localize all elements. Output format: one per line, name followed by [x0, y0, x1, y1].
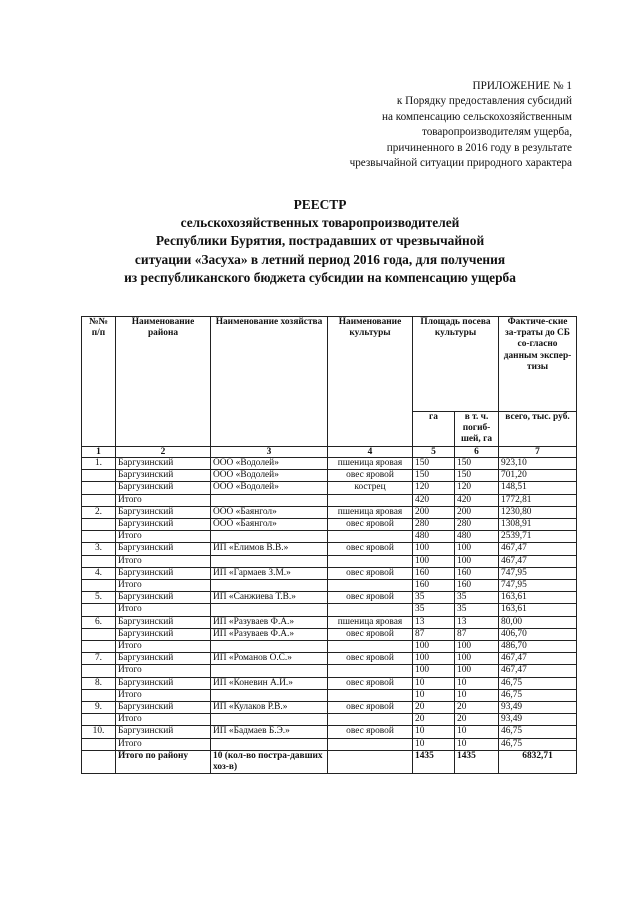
header-district: Наименование района: [116, 317, 211, 447]
table-row: [82, 482, 577, 494]
registry-table: [81, 316, 577, 774]
cell-costs: 2539,71: [499, 531, 577, 543]
cell-area-ha: 420: [413, 494, 455, 506]
cell-costs: 467,47: [499, 665, 577, 677]
cell-farm: ИП «Бадмаев Б.Э.»: [211, 726, 328, 738]
cell-farm: ИП «Кулаков Р.В.»: [211, 702, 328, 714]
cell-area-ha: 200: [413, 506, 455, 518]
appendix-line: чрезвычайной ситуации природного характера: [349, 157, 572, 170]
table-row: [82, 567, 577, 579]
cell-area-lost: 150: [455, 458, 499, 470]
cell-crop: пшеница яровая: [328, 616, 413, 628]
cell-costs: 46,75: [499, 689, 577, 701]
cell-district: Баргузинский: [116, 616, 211, 628]
header-area: Площадь посева культуры: [413, 317, 499, 412]
cell-crop: овес яровой: [328, 628, 413, 640]
cell-district: Итого: [116, 665, 211, 677]
cell-crop: овес яровой: [328, 726, 413, 738]
cell-num: 1.: [82, 458, 116, 470]
cell-num: 2.: [82, 506, 116, 518]
cell-area-ha: 280: [413, 519, 455, 531]
cell-num: [82, 494, 116, 506]
cell-area-ha: 480: [413, 531, 455, 543]
total-count: 10 (кол-во постра-давших хоз-в): [211, 750, 328, 773]
title-line: РЕЕСТР: [293, 197, 347, 212]
cell-district: Баргузинский: [116, 592, 211, 604]
cell-crop: овес яровой: [328, 702, 413, 714]
header-costs-total: всего, тыс. руб.: [499, 412, 577, 447]
header-area-lost: в т. ч. погиб-шей, га: [455, 412, 499, 447]
col-number: 5: [413, 447, 455, 458]
cell-num: [82, 531, 116, 543]
table-row: [82, 604, 577, 616]
table-row: [82, 738, 577, 750]
cell-area-lost: 100: [455, 653, 499, 665]
cell-area-ha: 10: [413, 689, 455, 701]
title-line: из республиканского бюджета субсидии на компенсацию ущерба: [124, 269, 516, 285]
cell-crop: [328, 641, 413, 653]
cell-area-lost: 280: [455, 519, 499, 531]
header-num: №№ п/п: [82, 317, 116, 447]
cell-farm: [211, 665, 328, 677]
cell-farm: ИП «Санжиева Т.В.»: [211, 592, 328, 604]
cell-crop: [328, 738, 413, 750]
cell-num: [82, 604, 116, 616]
cell-area-ha: 100: [413, 641, 455, 653]
cell-costs: 1308,91: [499, 519, 577, 531]
cell-area-ha: 20: [413, 702, 455, 714]
cell-area-ha: 100: [413, 653, 455, 665]
cell-costs: 467,47: [499, 555, 577, 567]
cell-farm: [211, 531, 328, 543]
cell-crop: [328, 494, 413, 506]
cell-crop: овес яровой: [328, 543, 413, 555]
cell-area-ha: 10: [413, 677, 455, 689]
cell-area-lost: 35: [455, 592, 499, 604]
cell-farm: [211, 714, 328, 726]
cell-district: Баргузинский: [116, 506, 211, 518]
cell-costs: 406,70: [499, 628, 577, 640]
cell-area-lost: 160: [455, 580, 499, 592]
cell-costs: 467,47: [499, 653, 577, 665]
appendix-line: на компенсацию сельскохозяйственным: [381, 110, 572, 123]
table-row: [82, 494, 577, 506]
cell-district: Итого: [116, 641, 211, 653]
cell-area-lost: 100: [455, 555, 499, 567]
cell-area-ha: 13: [413, 616, 455, 628]
cell-costs: 46,75: [499, 738, 577, 750]
cell-farm: ООО «Водолей»: [211, 482, 328, 494]
cell-costs: 1230,80: [499, 506, 577, 518]
cell-costs: 747,95: [499, 580, 577, 592]
cell-num: [82, 641, 116, 653]
cell-area-lost: 420: [455, 494, 499, 506]
cell-area-lost: 160: [455, 567, 499, 579]
cell-farm: [211, 604, 328, 616]
cell-area-lost: 100: [455, 543, 499, 555]
cell-farm: ООО «Водолей»: [211, 470, 328, 482]
cell-crop: овес яровой: [328, 653, 413, 665]
cell-num: [82, 519, 116, 531]
cell-district: Итого: [116, 604, 211, 616]
cell-area-lost: 13: [455, 616, 499, 628]
cell-crop: овес яровой: [328, 519, 413, 531]
cell-district: Баргузинский: [116, 543, 211, 555]
cell-crop: [328, 604, 413, 616]
cell-district: Итого: [116, 689, 211, 701]
appendix-line: ПРИЛОЖЕНИЕ № 1: [472, 80, 572, 92]
cell-num: [82, 470, 116, 482]
cell-farm: ООО «Водолей»: [211, 458, 328, 470]
cell-farm: ИП «Елимов В.В.»: [211, 543, 328, 555]
table-row: [82, 458, 577, 470]
appendix-line: товаропроизводителям ущерба,: [421, 126, 572, 139]
table-row: [82, 543, 577, 555]
total-area-ha: 1435: [413, 750, 455, 773]
cell-farm: ООО «Баянгол»: [211, 506, 328, 518]
cell-num: 4.: [82, 567, 116, 579]
title-line: сельскохозяйственных товаропроизводителей: [180, 215, 460, 231]
cell-area-ha: 20: [413, 714, 455, 726]
cell-area-lost: 480: [455, 531, 499, 543]
table-row: [82, 616, 577, 628]
cell-costs: 701,20: [499, 470, 577, 482]
cell-costs: 93,49: [499, 702, 577, 714]
cell-num: 3.: [82, 543, 116, 555]
table-row: [82, 689, 577, 701]
cell-area-lost: 10: [455, 738, 499, 750]
table-row: [82, 531, 577, 543]
cell-district: Баргузинский: [116, 677, 211, 689]
cell-area-ha: 160: [413, 580, 455, 592]
cell-costs: 1772,81: [499, 494, 577, 506]
cell-costs: 747,95: [499, 567, 577, 579]
cell-crop: овес яровой: [328, 677, 413, 689]
table-row: [82, 592, 577, 604]
cell-farm: ООО «Баянгол»: [211, 519, 328, 531]
cell-costs: 80,00: [499, 616, 577, 628]
cell-num: [82, 580, 116, 592]
cell-crop: овес яровой: [328, 592, 413, 604]
cell-area-ha: 100: [413, 555, 455, 567]
cell-district: Баргузинский: [116, 702, 211, 714]
cell-crop: кострец: [328, 482, 413, 494]
title-line: ситуации «Засуха» в летний период 2016 года, для получения: [134, 251, 506, 267]
cell-farm: ИП «Романов О.С.»: [211, 653, 328, 665]
header-farm: Наименование хозяйства: [211, 317, 328, 447]
cell-num: 7.: [82, 653, 116, 665]
cell-farm: ИП «Разуваев Ф.А.»: [211, 628, 328, 640]
cell-costs: 148,51: [499, 482, 577, 494]
table-row: [82, 628, 577, 640]
cell-area-lost: 20: [455, 702, 499, 714]
cell-area-lost: 10: [455, 689, 499, 701]
cell-area-ha: 87: [413, 628, 455, 640]
cell-district: Итого: [116, 580, 211, 592]
cell-costs: 923,10: [499, 458, 577, 470]
header-area-ha: га: [413, 412, 455, 447]
cell-district: Итого: [116, 531, 211, 543]
cell-farm: ИП «Коневин А.И.»: [211, 677, 328, 689]
cell-farm: [211, 689, 328, 701]
cell-crop: [328, 689, 413, 701]
cell-district: Итого: [116, 494, 211, 506]
cell-district: Баргузинский: [116, 726, 211, 738]
total-row: [82, 750, 577, 773]
table-row: [82, 519, 577, 531]
col-number: 2: [116, 447, 211, 458]
col-number: 3: [211, 447, 328, 458]
cell-crop: [328, 750, 413, 773]
cell-farm: [211, 555, 328, 567]
cell-district: Итого: [116, 555, 211, 567]
cell-crop: [328, 714, 413, 726]
cell-crop: [328, 555, 413, 567]
cell-crop: пшеница яровая: [328, 506, 413, 518]
cell-costs: 163,61: [499, 604, 577, 616]
col-number: 6: [455, 447, 499, 458]
cell-area-lost: 10: [455, 677, 499, 689]
cell-costs: 46,75: [499, 677, 577, 689]
total-label: Итого по району: [116, 750, 211, 773]
cell-crop: [328, 580, 413, 592]
cell-area-lost: 100: [455, 665, 499, 677]
cell-area-lost: 20: [455, 714, 499, 726]
cell-costs: 93,49: [499, 714, 577, 726]
cell-district: Баргузинский: [116, 567, 211, 579]
cell-costs: 163,61: [499, 592, 577, 604]
cell-num: [82, 628, 116, 640]
cell-crop: овес яровой: [328, 470, 413, 482]
cell-num: 6.: [82, 616, 116, 628]
cell-num: 10.: [82, 726, 116, 738]
cell-area-lost: 150: [455, 470, 499, 482]
cell-num: 5.: [82, 592, 116, 604]
header-crop: Наименование культуры: [328, 317, 413, 447]
cell-farm: [211, 580, 328, 592]
cell-crop: пшеница яровая: [328, 458, 413, 470]
cell-district: Итого: [116, 738, 211, 750]
cell-area-ha: 160: [413, 567, 455, 579]
cell-crop: овес яровой: [328, 567, 413, 579]
cell-district: Баргузинский: [116, 458, 211, 470]
cell-crop: [328, 665, 413, 677]
cell-area-lost: 120: [455, 482, 499, 494]
appendix-header: [300, 79, 572, 171]
cell-farm: ИП «Гармаев З.М.»: [211, 567, 328, 579]
table-row: [82, 665, 577, 677]
cell-area-lost: 200: [455, 506, 499, 518]
cell-num: [82, 714, 116, 726]
table-row: [82, 506, 577, 518]
total-costs: 6832,71: [499, 750, 577, 773]
cell-district: Баргузинский: [116, 482, 211, 494]
cell-area-lost: 87: [455, 628, 499, 640]
col-number: 7: [499, 447, 577, 458]
col-number: 1: [82, 447, 116, 458]
cell-district: Баргузинский: [116, 628, 211, 640]
cell-area-lost: 100: [455, 641, 499, 653]
cell-area-ha: 10: [413, 726, 455, 738]
table-row: [82, 714, 577, 726]
col-number: 4: [328, 447, 413, 458]
cell-district: Баргузинский: [116, 653, 211, 665]
cell-district: Баргузинский: [116, 519, 211, 531]
table-row: [82, 702, 577, 714]
table-row: [82, 555, 577, 567]
cell-num: [82, 482, 116, 494]
cell-area-lost: 35: [455, 604, 499, 616]
appendix-line: к Порядку предоставления субсидий: [396, 95, 572, 108]
appendix-line: причиненного в 2016 году в результате: [386, 141, 572, 154]
cell-farm: [211, 494, 328, 506]
cell-num: [82, 689, 116, 701]
cell-farm: ИП «Разуваев Ф.А.»: [211, 616, 328, 628]
cell-num: [82, 738, 116, 750]
cell-area-ha: 150: [413, 470, 455, 482]
cell-farm: [211, 641, 328, 653]
cell-num: 9.: [82, 702, 116, 714]
cell-num: [82, 665, 116, 677]
cell-area-ha: 100: [413, 665, 455, 677]
header-costs: Фактиче-ские за-траты до СБ со-гласно данным экспер-тизы: [499, 317, 577, 412]
cell-farm: [211, 738, 328, 750]
cell-area-ha: 100: [413, 543, 455, 555]
cell-area-ha: 150: [413, 458, 455, 470]
title-line: Республики Бурятия, пострадавших от чрезвычайной: [155, 233, 485, 249]
table-body: [82, 458, 577, 774]
table-row: [82, 726, 577, 738]
table-row: [82, 677, 577, 689]
cell-costs: 46,75: [499, 726, 577, 738]
cell-num: 8.: [82, 677, 116, 689]
cell-costs: 467,47: [499, 543, 577, 555]
table-row: [82, 641, 577, 653]
cell-district: Баргузинский: [116, 470, 211, 482]
table-row: [82, 470, 577, 482]
cell-num: [82, 555, 116, 567]
cell-area-ha: 35: [413, 604, 455, 616]
cell-district: Итого: [116, 714, 211, 726]
cell-area-ha: 10: [413, 738, 455, 750]
cell-area-lost: 10: [455, 726, 499, 738]
cell-num: [82, 750, 116, 773]
cell-area-ha: 120: [413, 482, 455, 494]
cell-crop: [328, 531, 413, 543]
total-area-lost: 1435: [455, 750, 499, 773]
cell-area-ha: 35: [413, 592, 455, 604]
table-row: [82, 653, 577, 665]
document-title: [60, 196, 580, 287]
table-row: [82, 580, 577, 592]
cell-costs: 486,70: [499, 641, 577, 653]
